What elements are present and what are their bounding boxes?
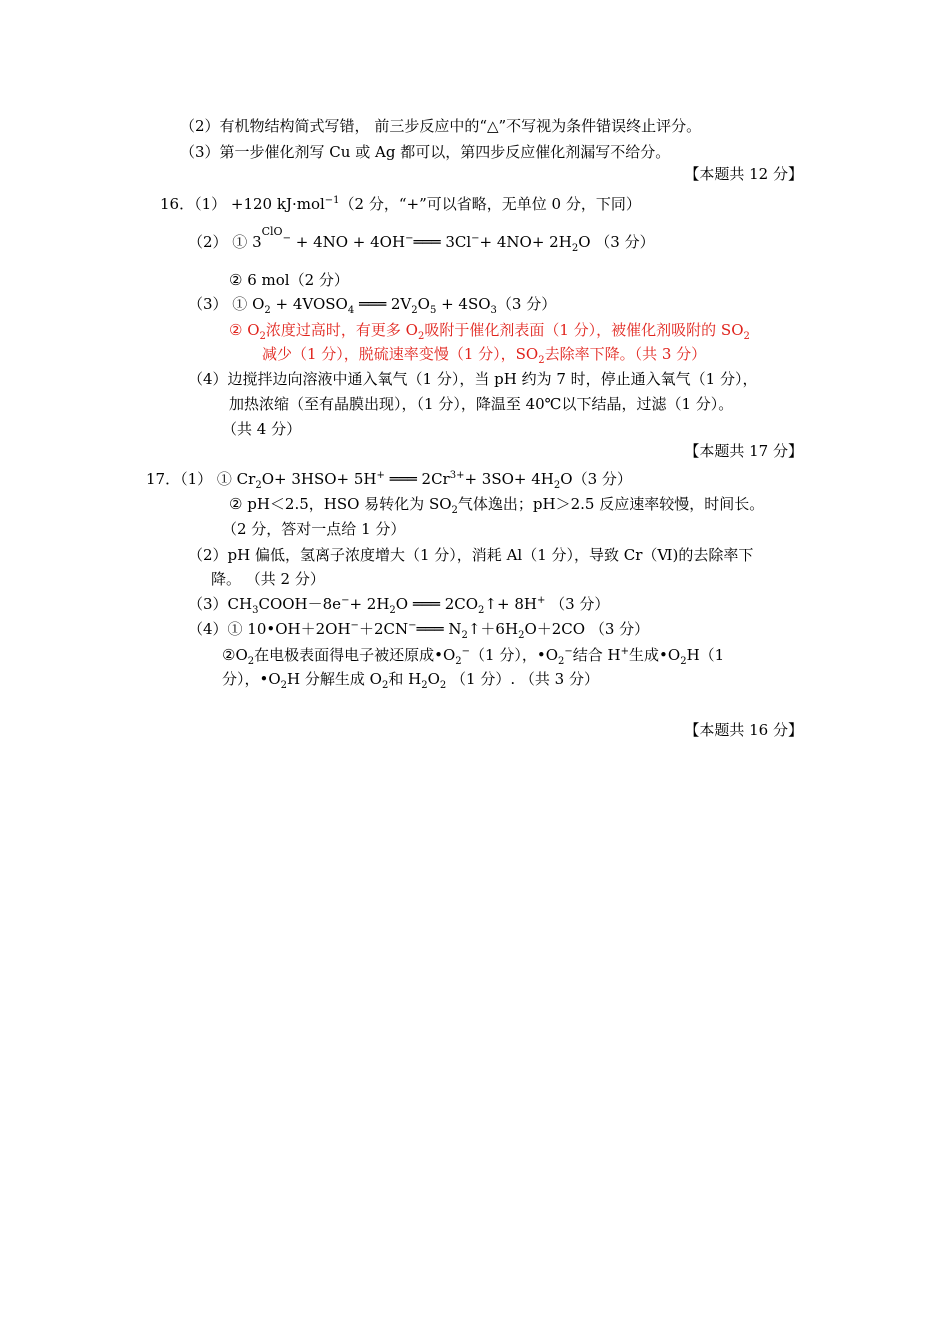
q16-part2-eq	[188, 225, 655, 254]
q17-3-ch3-sub: 3	[252, 605, 259, 616]
q17-1-cr-charge: 3+	[449, 470, 465, 481]
q17-7-a: 分），•O	[222, 670, 281, 688]
q17-6-o2-sub: 2	[247, 656, 255, 667]
q17-6-c: （1 分），•O	[470, 646, 559, 664]
q17-6-e: 生成•O	[629, 646, 681, 664]
q17-2-so2-sub: 2	[451, 505, 458, 516]
q16-part3-2-line2	[262, 344, 706, 364]
q17-4-c: ═══ N	[416, 620, 462, 638]
q17-3-e-charge: −	[341, 595, 350, 606]
q16-3-b: + 4VOSO	[270, 295, 348, 313]
q16-2-clo: ClO	[261, 225, 283, 238]
q17-7-d: O	[427, 670, 440, 688]
q16-1-text: 16．（1） +120 kJ·mol	[160, 195, 325, 213]
q17-part1-2-note: （2 分，答对一点给 1 分）	[222, 520, 406, 538]
q16-3-e: + 4SO	[436, 295, 491, 313]
q17-6-o2-sub3: 2	[558, 656, 565, 667]
q17-1-cr2-sub: 2	[255, 480, 262, 491]
q16-part1	[160, 194, 641, 214]
q16-3-2b: 浓度过高时，有更多 O	[265, 321, 418, 339]
q16-part3-eq	[188, 294, 556, 314]
q16-3-3b: 去除率下降。（共 3 分）	[544, 345, 707, 363]
q16-part4-line1: （4）边搅拌边向溶液中通入氧气（1 分），当 pH 约为 7 时，停止通入氧气（1 分），	[188, 370, 758, 388]
q17-4-h2-sub: 2	[518, 630, 525, 641]
q16-3-3-sub: 2	[538, 355, 545, 366]
note-2: （2）有机物结构简式写错， 前三步反应中的“△”不写视为条件错误终止评分。	[180, 117, 702, 135]
q17-4-cn-charge: −	[408, 620, 417, 631]
q17-4-n2-sub: 2	[461, 630, 468, 641]
q17-3-a: （3）CH	[188, 595, 253, 613]
q17-6-f: H（1	[686, 646, 725, 664]
q16-2-a: （2） ① 3	[188, 233, 262, 251]
q17-3-b: COOH－8e	[258, 595, 342, 613]
q17-part4-2-line2	[222, 669, 599, 689]
q17-3-h2-sub: 2	[389, 605, 396, 616]
q17-3-e: ↑+ 8H	[484, 595, 537, 613]
total-q17: 【本题共 16 分】	[684, 721, 803, 739]
q16-3-3a: 减少（1 分），脱硫速率变慢（1 分），SO	[262, 345, 539, 363]
q16-3-2a: ② O	[229, 321, 260, 339]
note-3: （3）第一步催化剂写 Cu 或 Ag 都可以，第四步反应催化剂漏写不给分。	[180, 143, 671, 161]
q17-1-e: O（3 分）	[560, 470, 632, 488]
q17-6-a: ②O	[222, 646, 248, 664]
q16-2-h2-sub: 2	[571, 243, 579, 254]
q16-2-clo-charge: −	[282, 233, 291, 244]
q17-7-o2-sub: 2	[280, 680, 288, 691]
q17-part4-eq	[188, 619, 649, 639]
q17-4-e: O＋2CO （3 分）	[524, 620, 650, 638]
q16-3-a: （3） ① O	[188, 295, 265, 313]
q17-part2-line2: 降。 （共 2 分）	[211, 570, 325, 588]
q16-3-o2-sub: 2	[264, 305, 271, 316]
q16-2-e: O （3 分）	[578, 233, 655, 251]
q16-3-c: ═══ 2V	[354, 295, 412, 313]
q17-4-a: （4）① 10•OH＋2OH	[188, 620, 351, 638]
q17-1-c: ═══ 2Cr	[384, 470, 450, 488]
q16-2-oh-charge: −	[405, 233, 414, 244]
total-q15: 【本题共 12 分】	[684, 165, 803, 183]
q17-1-d: + 3SO+ 4H	[464, 470, 554, 488]
q16-3-so3-sub: 3	[490, 305, 497, 316]
q16-1-tail: （2 分，“+”可以省略，无单位 0 分，下同）	[339, 195, 641, 213]
q17-7-h2-sub: 2	[421, 680, 428, 691]
q17-6-b: 在电极表面得电子被还原成•O	[254, 646, 456, 664]
q17-3-d: O ═══ 2CO	[395, 595, 479, 613]
q16-2-b: + 4NO + 4OH	[290, 233, 406, 251]
q17-7-b: H 分解生成 O	[287, 670, 382, 688]
q17-1-h2-sub: 2	[553, 480, 561, 491]
q17-4-oh-charge: −	[350, 620, 359, 631]
q16-3-d: O	[417, 295, 430, 313]
q17-2-a: ② pH＜2.5，HSO 易转化为 SO	[229, 495, 452, 513]
q17-1-a: 17．（1） ① Cr	[146, 470, 256, 488]
q17-6-d: 结合 H	[572, 646, 621, 664]
q17-7-o2-sub2: 2	[381, 680, 389, 691]
q17-6-o2-sub4: 2	[680, 656, 687, 667]
q17-1-h-charge: +	[376, 470, 385, 481]
q17-6-h-charge: +	[620, 646, 630, 657]
total-q16: 【本题共 17 分】	[684, 442, 803, 460]
q16-3-so4-sub: 4	[347, 305, 355, 316]
q16-3-o5-sub: 5	[429, 305, 437, 316]
q17-1-b: O+ 3HSO+ 5H	[261, 470, 377, 488]
q17-6-charge1: −	[461, 646, 471, 657]
q17-3-f: （3 分）	[545, 595, 610, 613]
q17-part4-2-line1	[222, 645, 724, 665]
q16-3-2c: 吸附于催化剂表面（1 分），被催化剂吸附的 SO	[424, 321, 744, 339]
q16-2-cl-charge: −	[471, 233, 480, 244]
q16-part3-2-line1	[229, 320, 750, 340]
q16-3-2-sub2: 2	[417, 331, 425, 342]
q16-3-2-sub1: 2	[259, 331, 266, 342]
q17-3-c: + 2H	[349, 595, 390, 613]
q17-part3-eq	[188, 594, 609, 614]
q17-4-d: ↑＋6H	[467, 620, 519, 638]
q17-4-b: ＋2CN	[358, 620, 409, 638]
q17-part2-line1: （2）pH 偏低，氢离子浓度增大（1 分），消耗 Al（1 分），导致 Cr（Ⅵ)的去除率下	[188, 546, 754, 564]
q17-part1-2	[229, 494, 764, 514]
q17-7-c: 和 H	[388, 670, 422, 688]
q17-3-h-charge: +	[536, 595, 546, 606]
q16-2-c: ═══ 3Cl	[413, 233, 472, 251]
q17-2-b: 气体逸出；pH＞2.5 反应速率较慢，时间长。	[457, 495, 765, 513]
q16-3-2-sub3: 2	[743, 331, 750, 342]
q16-3-v2-sub: 2	[411, 305, 418, 316]
q16-part2-2: ② 6 mol（2 分）	[229, 271, 349, 289]
q16-2-d: + 4NO+ 2H	[479, 233, 572, 251]
q16-3-f: （3 分）	[496, 295, 557, 313]
q16-1-sup: −1	[324, 195, 340, 206]
q17-7-o2-sub3: 2	[439, 680, 447, 691]
q17-3-co2-sub: 2	[478, 605, 485, 616]
q17-part1-eq	[146, 469, 632, 489]
q17-6-o2-sub2: 2	[455, 656, 462, 667]
q16-part4-line3: （共 4 分）	[222, 420, 302, 438]
q16-part4-line2: 加热浓缩（至有晶膜出现），（1 分），降温至 40℃以下结晶，过滤（1 分）。	[229, 395, 734, 413]
q17-6-charge2: −	[564, 646, 573, 657]
q17-7-e: （1 分）. （共 3 分）	[446, 670, 599, 688]
